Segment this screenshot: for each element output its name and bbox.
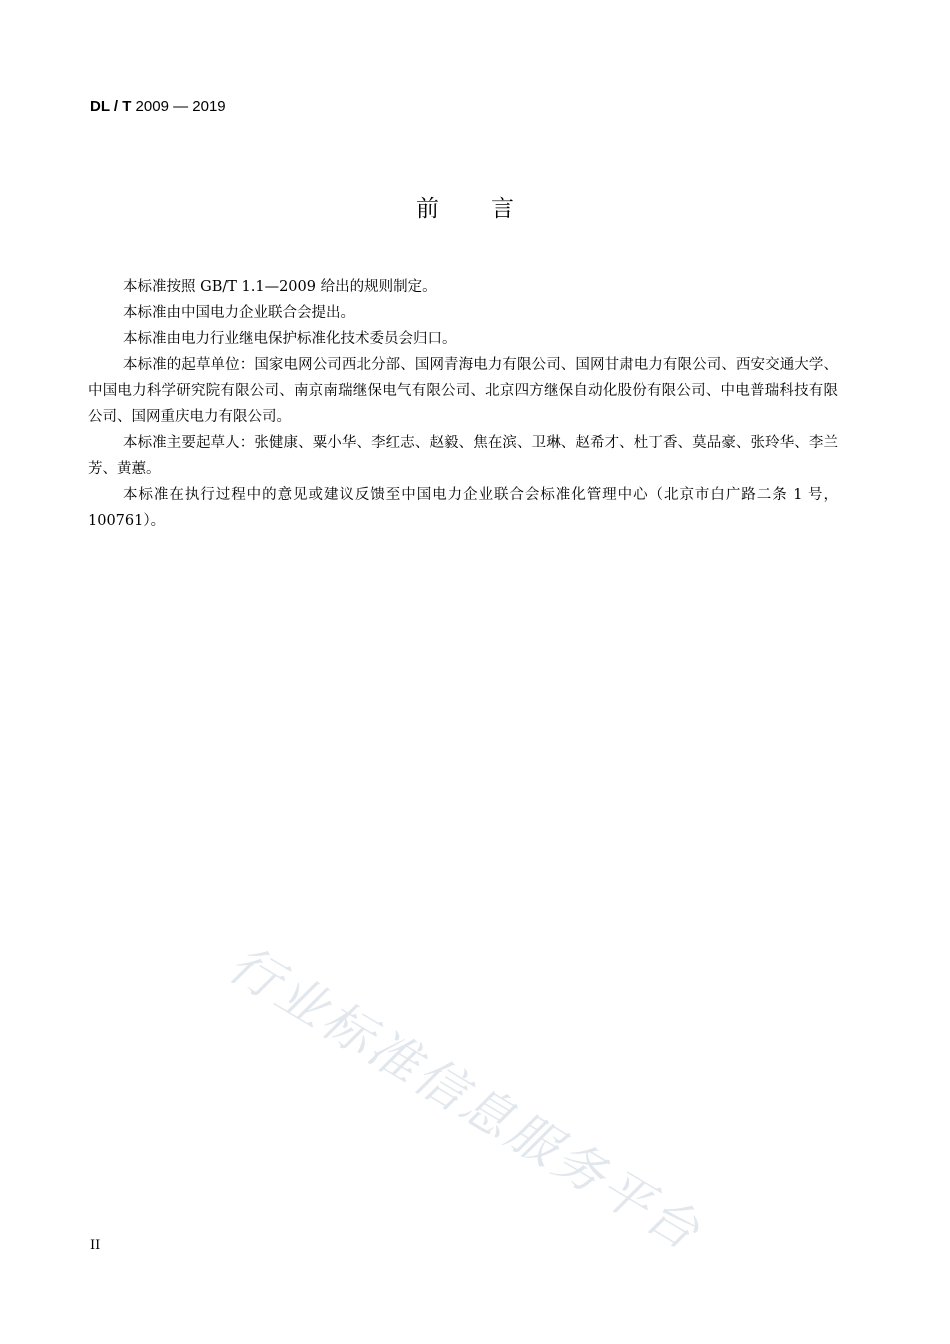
paragraph-feedback: 本标准在执行过程中的意见或建议反馈至中国电力企业联合会标准化管理中心（北京市白广路二条 1 号，100761）。 <box>88 487 838 529</box>
foreword-body <box>88 274 838 534</box>
page-title: 前言 <box>416 196 566 222</box>
paragraph-committee: 本标准由电力行业继电保护标准化技术委员会归口。 <box>123 331 457 347</box>
paragraph-drafting-units: 本标准的起草单位：国家电网公司西北分部、国网青海电力有限公司、国网甘肃电力有限公司、西安交通大学、中国电力科学研究院有限公司、南京南瑞继保电气有限公司、北京四方继保自动化股份有限公司、中电普瑞科技有限公司、国网重庆电力有限公司。 <box>88 357 838 425</box>
standard-code-number: 2009 — 2019 <box>131 98 226 115</box>
paragraph-drafters: 本标准主要起草人：张健康、粟小华、李红志、赵毅、焦在滨、卫琳、赵希才、杜丁香、莫品豪、张玲华、李兰芳、黄蕙。 <box>88 435 838 477</box>
standard-code-prefix: DL / T <box>90 98 132 115</box>
paragraph-rules: 本标准按照 GB/T 1.1—2009 给出的规则制定。 <box>123 279 437 295</box>
standard-code <box>90 98 226 115</box>
watermark: 行业标准信息服务平台 <box>219 934 712 1263</box>
page-number: II <box>90 1238 101 1253</box>
paragraph-proposer: 本标准由中国电力企业联合会提出。 <box>123 305 355 321</box>
